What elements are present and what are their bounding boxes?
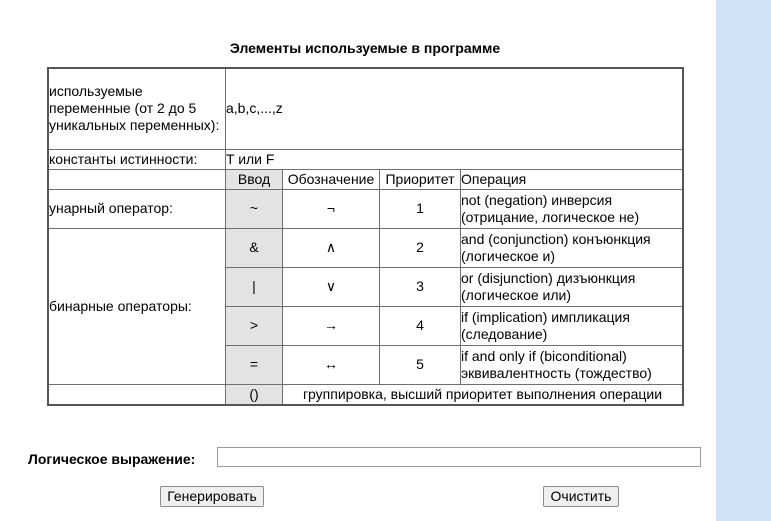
operation-cell: not (negation) инверсия (отрицание, логическое не) (461, 189, 684, 228)
priority-cell: 2 (380, 228, 461, 267)
constants-value: T или F (226, 149, 684, 169)
grouping-description: группировка, высший приоритет выполнения операции (283, 384, 684, 405)
grouping-input-cell: () (226, 384, 283, 405)
expression-input[interactable] (217, 447, 701, 467)
header-input: Ввод (226, 169, 283, 189)
input-cell: & (226, 228, 283, 267)
symbol-cell: ∧ (283, 228, 380, 267)
operators-table (47, 67, 684, 406)
variables-label: используемые переменные (от 2 до 5 уникальных переменных): (48, 68, 226, 149)
operation-cell: if and only if (biconditional) эквивалентность (тождество) (461, 345, 684, 384)
operation-cell: if (implication) импликация (следование) (461, 306, 684, 345)
priority-cell: 1 (380, 189, 461, 228)
table-header-row (48, 169, 683, 189)
constants-label: константы истинности: (48, 149, 226, 169)
input-cell: > (226, 306, 283, 345)
priority-cell: 3 (380, 267, 461, 306)
symbol-cell: ¬ (283, 189, 380, 228)
priority-cell: 4 (380, 306, 461, 345)
table-row (48, 384, 683, 405)
operation-cell: and (conjunction) конъюнкция (логическое и) (461, 228, 684, 267)
variables-value: a,b,c,...,z (226, 68, 684, 149)
table-row (48, 189, 683, 228)
input-cell: ~ (226, 189, 283, 228)
input-cell: | (226, 267, 283, 306)
grouping-empty-cell (48, 384, 226, 405)
header-empty-cell (48, 169, 226, 189)
operation-cell: or (disjunction) дизъюнкция (логическое или) (461, 267, 684, 306)
table-row (48, 228, 683, 267)
right-background-panel (716, 0, 771, 521)
page-title: Элементы используемые в программе (229, 40, 501, 56)
header-operation: Операция (461, 169, 684, 189)
table-row (48, 149, 683, 169)
symbol-cell: ↔ (283, 345, 380, 384)
header-symbol: Обозначение (283, 169, 380, 189)
clear-button[interactable]: Очистить (543, 486, 619, 507)
table-row (48, 68, 683, 149)
expression-label: Логическое выражение: (28, 451, 196, 467)
input-cell: = (226, 345, 283, 384)
generate-button[interactable]: Генерировать (160, 486, 264, 507)
symbol-cell: ∨ (283, 267, 380, 306)
symbol-cell: → (283, 306, 380, 345)
header-priority: Приоритет (380, 169, 461, 189)
priority-cell: 5 (380, 345, 461, 384)
unary-operator-label: унарный оператор: (48, 189, 226, 228)
binary-operators-label: бинарные операторы: (48, 228, 226, 384)
